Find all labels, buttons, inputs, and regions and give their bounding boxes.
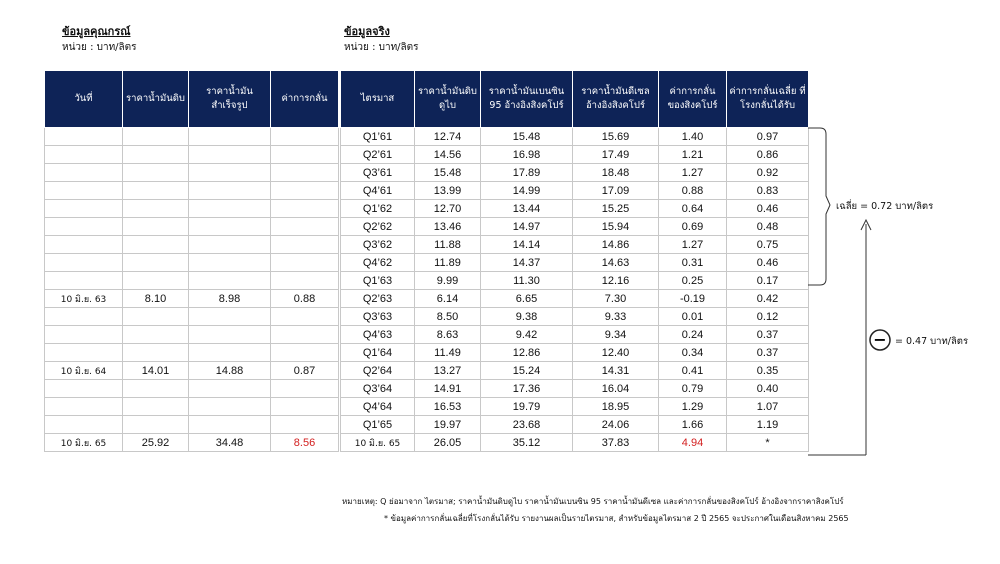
right-cell: 16.98 [481,146,573,164]
right-cell: Q3’64 [341,380,415,398]
left-cell: 25.92 [123,434,189,452]
right-header-5: ค่าการกลั่นเฉลี่ย ที่โรงกลั่นได้รับ [727,71,809,128]
right-cell: 0.25 [659,272,727,290]
left-header-3: ค่าการกลั่น [271,71,339,128]
right-cell: Q3’61 [341,164,415,182]
right-cell: 0.35 [727,362,809,380]
right-cell: 0.97 [727,128,809,146]
right-cell: 13.44 [481,200,573,218]
right-cell: 15.94 [573,218,659,236]
right-cell: 12.86 [481,344,573,362]
right-cell: 8.50 [415,308,481,326]
left-cell: 34.48 [189,434,271,452]
right-cell: Q4’62 [341,254,415,272]
right-cell: 0.34 [659,344,727,362]
right-cell: 15.25 [573,200,659,218]
right-cell: 0.17 [727,272,809,290]
left-heading: ข้อมูลคุณกรณ์ [62,25,131,38]
left-header-1: ราคาน้ำมันดิบ [123,71,189,128]
right-cell: 0.31 [659,254,727,272]
right-cell: 0.88 [659,182,727,200]
right-cell: 0.01 [659,308,727,326]
right-cell: 16.04 [573,380,659,398]
average-label: เฉลี่ย = 0.72 บาท/ลิตร [836,201,934,212]
right-cell: 15.48 [415,164,481,182]
left-cell: 10 มิ.ย. 63 [45,290,123,308]
right-cell: 0.24 [659,326,727,344]
right-cell: 19.97 [415,416,481,434]
right-cell: 14.56 [415,146,481,164]
right-cell: Q1’64 [341,344,415,362]
right-cell: 14.99 [481,182,573,200]
left-unit: หน่วย : บาท/ลิตร [62,42,137,53]
right-cell: 15.48 [481,128,573,146]
right-cell: 9.99 [415,272,481,290]
right-cell: 0.86 [727,146,809,164]
right-cell: 0.46 [727,200,809,218]
right-cell: 0.69 [659,218,727,236]
right-cell: 0.37 [727,344,809,362]
right-cell: 12.74 [415,128,481,146]
right-heading: ข้อมูลจริง [344,25,390,38]
left-cell: 0.87 [271,362,339,380]
minus-symbol: − [873,330,887,349]
right-cell: 11.30 [481,272,573,290]
right-header-3: ราคาน้ำมันดีเซล อ้างอิงสิงคโปร์ [573,71,659,128]
left-cell: 0.88 [271,290,339,308]
right-cell: * [727,434,809,452]
right-cell: 0.48 [727,218,809,236]
right-cell: Q3’63 [341,308,415,326]
right-cell: Q2’61 [341,146,415,164]
right-cell: 24.06 [573,416,659,434]
right-cell: 14.63 [573,254,659,272]
right-cell: 26.05 [415,434,481,452]
right-cell: 0.12 [727,308,809,326]
right-cell: 1.19 [727,416,809,434]
right-cell: 1.07 [727,398,809,416]
right-cell: 1.29 [659,398,727,416]
right-cell: 14.91 [415,380,481,398]
right-cell: 0.92 [727,164,809,182]
left-cell: 14.01 [123,362,189,380]
average-bracket [808,128,830,285]
right-unit: หน่วย : บาท/ลิตร [344,42,419,53]
right-cell: 13.27 [415,362,481,380]
right-cell: 17.89 [481,164,573,182]
right-cell: 1.66 [659,416,727,434]
right-cell: 1.40 [659,128,727,146]
right-cell: 1.27 [659,236,727,254]
right-cell: 9.34 [573,326,659,344]
right-cell: 0.64 [659,200,727,218]
right-header-1: ราคาน้ำมันดิบ ดูไบ [415,71,481,128]
left-cell: 8.10 [123,290,189,308]
left-cell: 10 มิ.ย. 65 [45,434,123,452]
right-cell: 16.53 [415,398,481,416]
right-header-4: ค่าการกลั่น ของสิงคโปร์ [659,71,727,128]
right-cell: 12.16 [573,272,659,290]
note-line-1: หมายเหตุ: Q ย่อมาจาก ไตรมาส; ราคาน้ำมันดิบดูไบ ราคาน้ำมันเบนซิน 95 ราคาน้ำมันดีเซล และค่าการกลั่นของสิงคโปร์ อ้างอิงจากราคาสิงคโปร์ [342,497,844,506]
right-cell: 14.31 [573,362,659,380]
left-cell: 14.88 [189,362,271,380]
right-header-0: ไตรมาส [341,71,415,128]
right-cell: 11.49 [415,344,481,362]
right-cell: 9.38 [481,308,573,326]
right-cell: 14.14 [481,236,573,254]
right-cell: 13.46 [415,218,481,236]
right-cell: 9.42 [481,326,573,344]
right-cell: 17.49 [573,146,659,164]
right-cell: 18.48 [573,164,659,182]
right-cell: 14.86 [573,236,659,254]
right-cell: 12.70 [415,200,481,218]
right-cell: 23.68 [481,416,573,434]
right-cell: 9.33 [573,308,659,326]
right-cell: 7.30 [573,290,659,308]
right-cell: 14.37 [481,254,573,272]
left-header-2: ราคาน้ำมัน สำเร็จรูป [189,71,271,128]
right-cell: 19.79 [481,398,573,416]
left-header-0: วันที่ [45,71,123,128]
right-cell: 0.83 [727,182,809,200]
right-cell: Q4’63 [341,326,415,344]
right-cell: Q4’64 [341,398,415,416]
right-cell: 37.83 [573,434,659,452]
right-cell: 14.97 [481,218,573,236]
left-cell: 8.98 [189,290,271,308]
right-cell: 11.89 [415,254,481,272]
right-cell: Q2’62 [341,218,415,236]
right-cell: 11.88 [415,236,481,254]
note-line-2: * ข้อมูลค่าการกลั่นเฉลี่ยที่โรงกลั่นได้รับ รายงานผลเป็นรายไตรมาส, สำหรับข้อมูลไตรมาส 2 ปี 2565 จะประกาศในเดือนสิงหาคม 2565 [384,514,849,523]
right-cell: Q2’64 [341,362,415,380]
right-cell: 0.46 [727,254,809,272]
right-cell: Q2’63 [341,290,415,308]
right-cell: 17.36 [481,380,573,398]
right-cell: 0.37 [727,326,809,344]
right-cell: 1.21 [659,146,727,164]
right-cell: 4.94 [659,434,727,452]
left-cell: 10 มิ.ย. 64 [45,362,123,380]
right-cell: Q1’61 [341,128,415,146]
right-cell: 12.40 [573,344,659,362]
right-cell: Q1’63 [341,272,415,290]
right-cell: 1.27 [659,164,727,182]
right-cell: 0.42 [727,290,809,308]
right-cell: 0.41 [659,362,727,380]
right-cell: 0.79 [659,380,727,398]
right-cell: 13.99 [415,182,481,200]
right-cell: 6.14 [415,290,481,308]
left-cell: 8.56 [271,434,339,452]
right-cell: 6.65 [481,290,573,308]
right-header-2: ราคาน้ำมันเบนซิน 95 อ้างอิงสิงคโปร์ [481,71,573,128]
right-cell: Q3’62 [341,236,415,254]
right-cell: Q1’62 [341,200,415,218]
right-cell: Q4’61 [341,182,415,200]
right-cell: 8.63 [415,326,481,344]
right-cell: 35.12 [481,434,573,452]
right-cell: 15.24 [481,362,573,380]
right-cell: -0.19 [659,290,727,308]
right-cell: Q1’65 [341,416,415,434]
right-cell: 0.75 [727,236,809,254]
difference-label: = 0.47 บาท/ลิตร [895,336,969,347]
right-cell: 15.69 [573,128,659,146]
right-cell: 17.09 [573,182,659,200]
right-cell: 0.40 [727,380,809,398]
right-cell: 10 มิ.ย. 65 [341,434,415,452]
right-cell: 18.95 [573,398,659,416]
